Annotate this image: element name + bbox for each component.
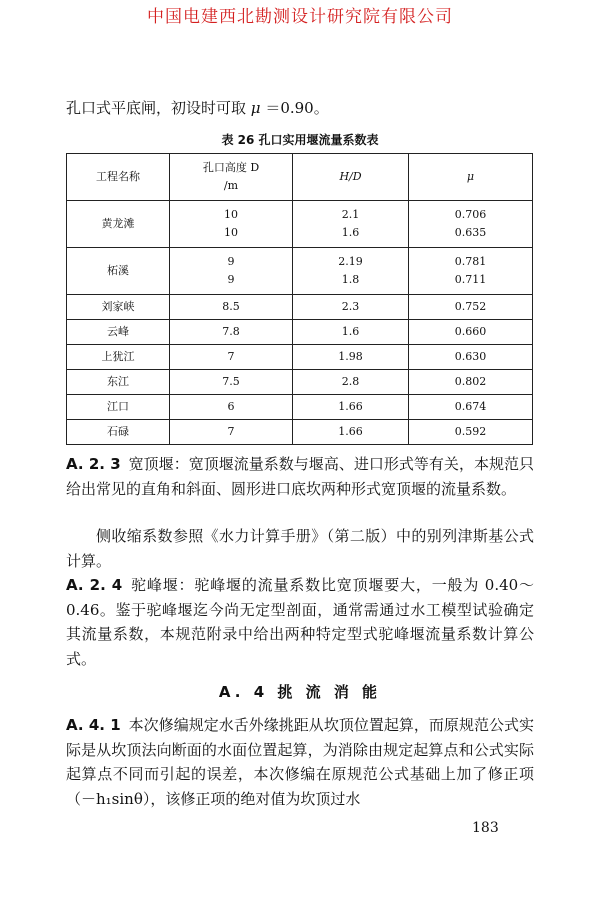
clause-number: A. 2. 3 — [66, 455, 121, 473]
cell-value: 0.706 — [454, 208, 487, 221]
cell-d: 6 — [170, 395, 293, 420]
cell-name: 江口 — [67, 395, 170, 420]
cell-value: 1.6 — [341, 226, 360, 239]
cell-d: 7 — [170, 420, 293, 445]
intro-text-suffix: ＝0.90。 — [265, 99, 329, 117]
table-row — [67, 395, 533, 420]
clause-a23 — [66, 452, 534, 501]
clause-text: 驼峰堰：驼峰堰的流量系数比宽顶堰要大，一般为 0.40～0.46。鉴于驼峰堰迄今尚无定型剖面，通常需通过水工模型试验确定其流量系数，本规范附录中给出两种特定型式驼峰堰流量系数计算公式。 — [66, 576, 534, 668]
clause-number: A. 4. 1 — [66, 716, 121, 734]
table-row — [67, 248, 533, 295]
side-contraction-paragraph: 侧收缩系数参照《水力计算手册》（第二版）中的别列津斯基公式计算。 — [66, 527, 534, 570]
cell-mu — [409, 201, 533, 248]
table-row — [67, 320, 533, 345]
cell-hd: 2.3 — [293, 295, 409, 320]
cell-d: 7.8 — [170, 320, 293, 345]
cell-value: 2.19 — [338, 255, 363, 268]
cell-d: 7 — [170, 345, 293, 370]
page-header-org: 中国电建西北勘测设计研究院有限公司 — [147, 7, 453, 27]
cell-mu: 0.630 — [409, 345, 533, 370]
header-hd: H/D — [293, 154, 409, 201]
coefficient-table — [66, 153, 533, 445]
cell-value: 10 — [224, 226, 238, 239]
table-row — [67, 420, 533, 445]
table-row — [67, 370, 533, 395]
cell-name: 云峰 — [67, 320, 170, 345]
clause-number: A. 2. 4 — [66, 576, 123, 594]
cell-name: 黄龙滩 — [67, 201, 170, 248]
intro-mu-symbol: μ — [250, 99, 261, 117]
table-row — [67, 345, 533, 370]
intro-paragraph — [66, 97, 329, 118]
cell-value: 0.635 — [454, 226, 487, 239]
cell-value: 10 — [224, 208, 238, 221]
cell-hd — [293, 201, 409, 248]
cell-hd: 2.8 — [293, 370, 409, 395]
cell-mu: 0.660 — [409, 320, 533, 345]
cell-value: 9 — [227, 255, 235, 268]
table-row — [67, 295, 533, 320]
cell-mu: 0.752 — [409, 295, 533, 320]
section-title: A. 4 挑 流 消 能 — [218, 683, 382, 701]
table-title: 表 26 孔口实用堰流量系数表 — [221, 133, 379, 147]
cell-hd: 1.98 — [293, 345, 409, 370]
cell-name: 柘溪 — [67, 248, 170, 295]
cell-d: 8.5 — [170, 295, 293, 320]
header-mu: μ — [409, 154, 533, 201]
cell-d — [170, 248, 293, 295]
cell-name: 上犹江 — [67, 345, 170, 370]
cell-mu: 0.592 — [409, 420, 533, 445]
cell-value: 9 — [227, 273, 235, 286]
header-name: 工程名称 — [67, 154, 170, 201]
clause-text: 本次修编规定水舌外缘挑距从坎顶位置起算，而原规范公式实际是从坎顶法向断面的水面位置起算，为消除由规定起算点和公式实际起算点不同而引起的误差，本次修编在原规范公式基础上加了修正项（－h₁sinθ），该修正项的绝对值为坎顶过水 — [66, 716, 534, 808]
cell-value: 0.711 — [454, 273, 487, 286]
header-d — [170, 154, 293, 201]
cell-hd: 1.66 — [293, 395, 409, 420]
clause-a41 — [66, 713, 534, 811]
clause-text: 宽顶堰：宽顶堰流量系数与堰高、进口形式等有关，本规范只给出常见的直角和斜面、圆形进口底坎两种形式宽顶堰的流量系数。 — [66, 455, 534, 498]
cell-d — [170, 201, 293, 248]
cell-hd: 1.66 — [293, 420, 409, 445]
cell-hd: 1.6 — [293, 320, 409, 345]
cell-mu: 0.802 — [409, 370, 533, 395]
cell-mu — [409, 248, 533, 295]
table-header-row — [67, 154, 533, 201]
clause-a24 — [66, 573, 534, 671]
cell-name: 刘家峡 — [67, 295, 170, 320]
cell-hd — [293, 248, 409, 295]
table-row — [67, 201, 533, 248]
cell-value: 1.8 — [341, 273, 360, 286]
cell-value: 2.1 — [341, 208, 360, 221]
cell-value: 0.781 — [454, 255, 487, 268]
intro-text-prefix: 孔口式平底闸，初设时可取 — [66, 99, 247, 117]
cell-name: 东江 — [67, 370, 170, 395]
cell-name: 石碌 — [67, 420, 170, 445]
header-d-line2: /m — [223, 179, 239, 192]
cell-d: 7.5 — [170, 370, 293, 395]
header-d-line1: 孔口高度 D — [202, 161, 260, 174]
cell-mu: 0.674 — [409, 395, 533, 420]
page-number: 183 — [472, 820, 499, 836]
